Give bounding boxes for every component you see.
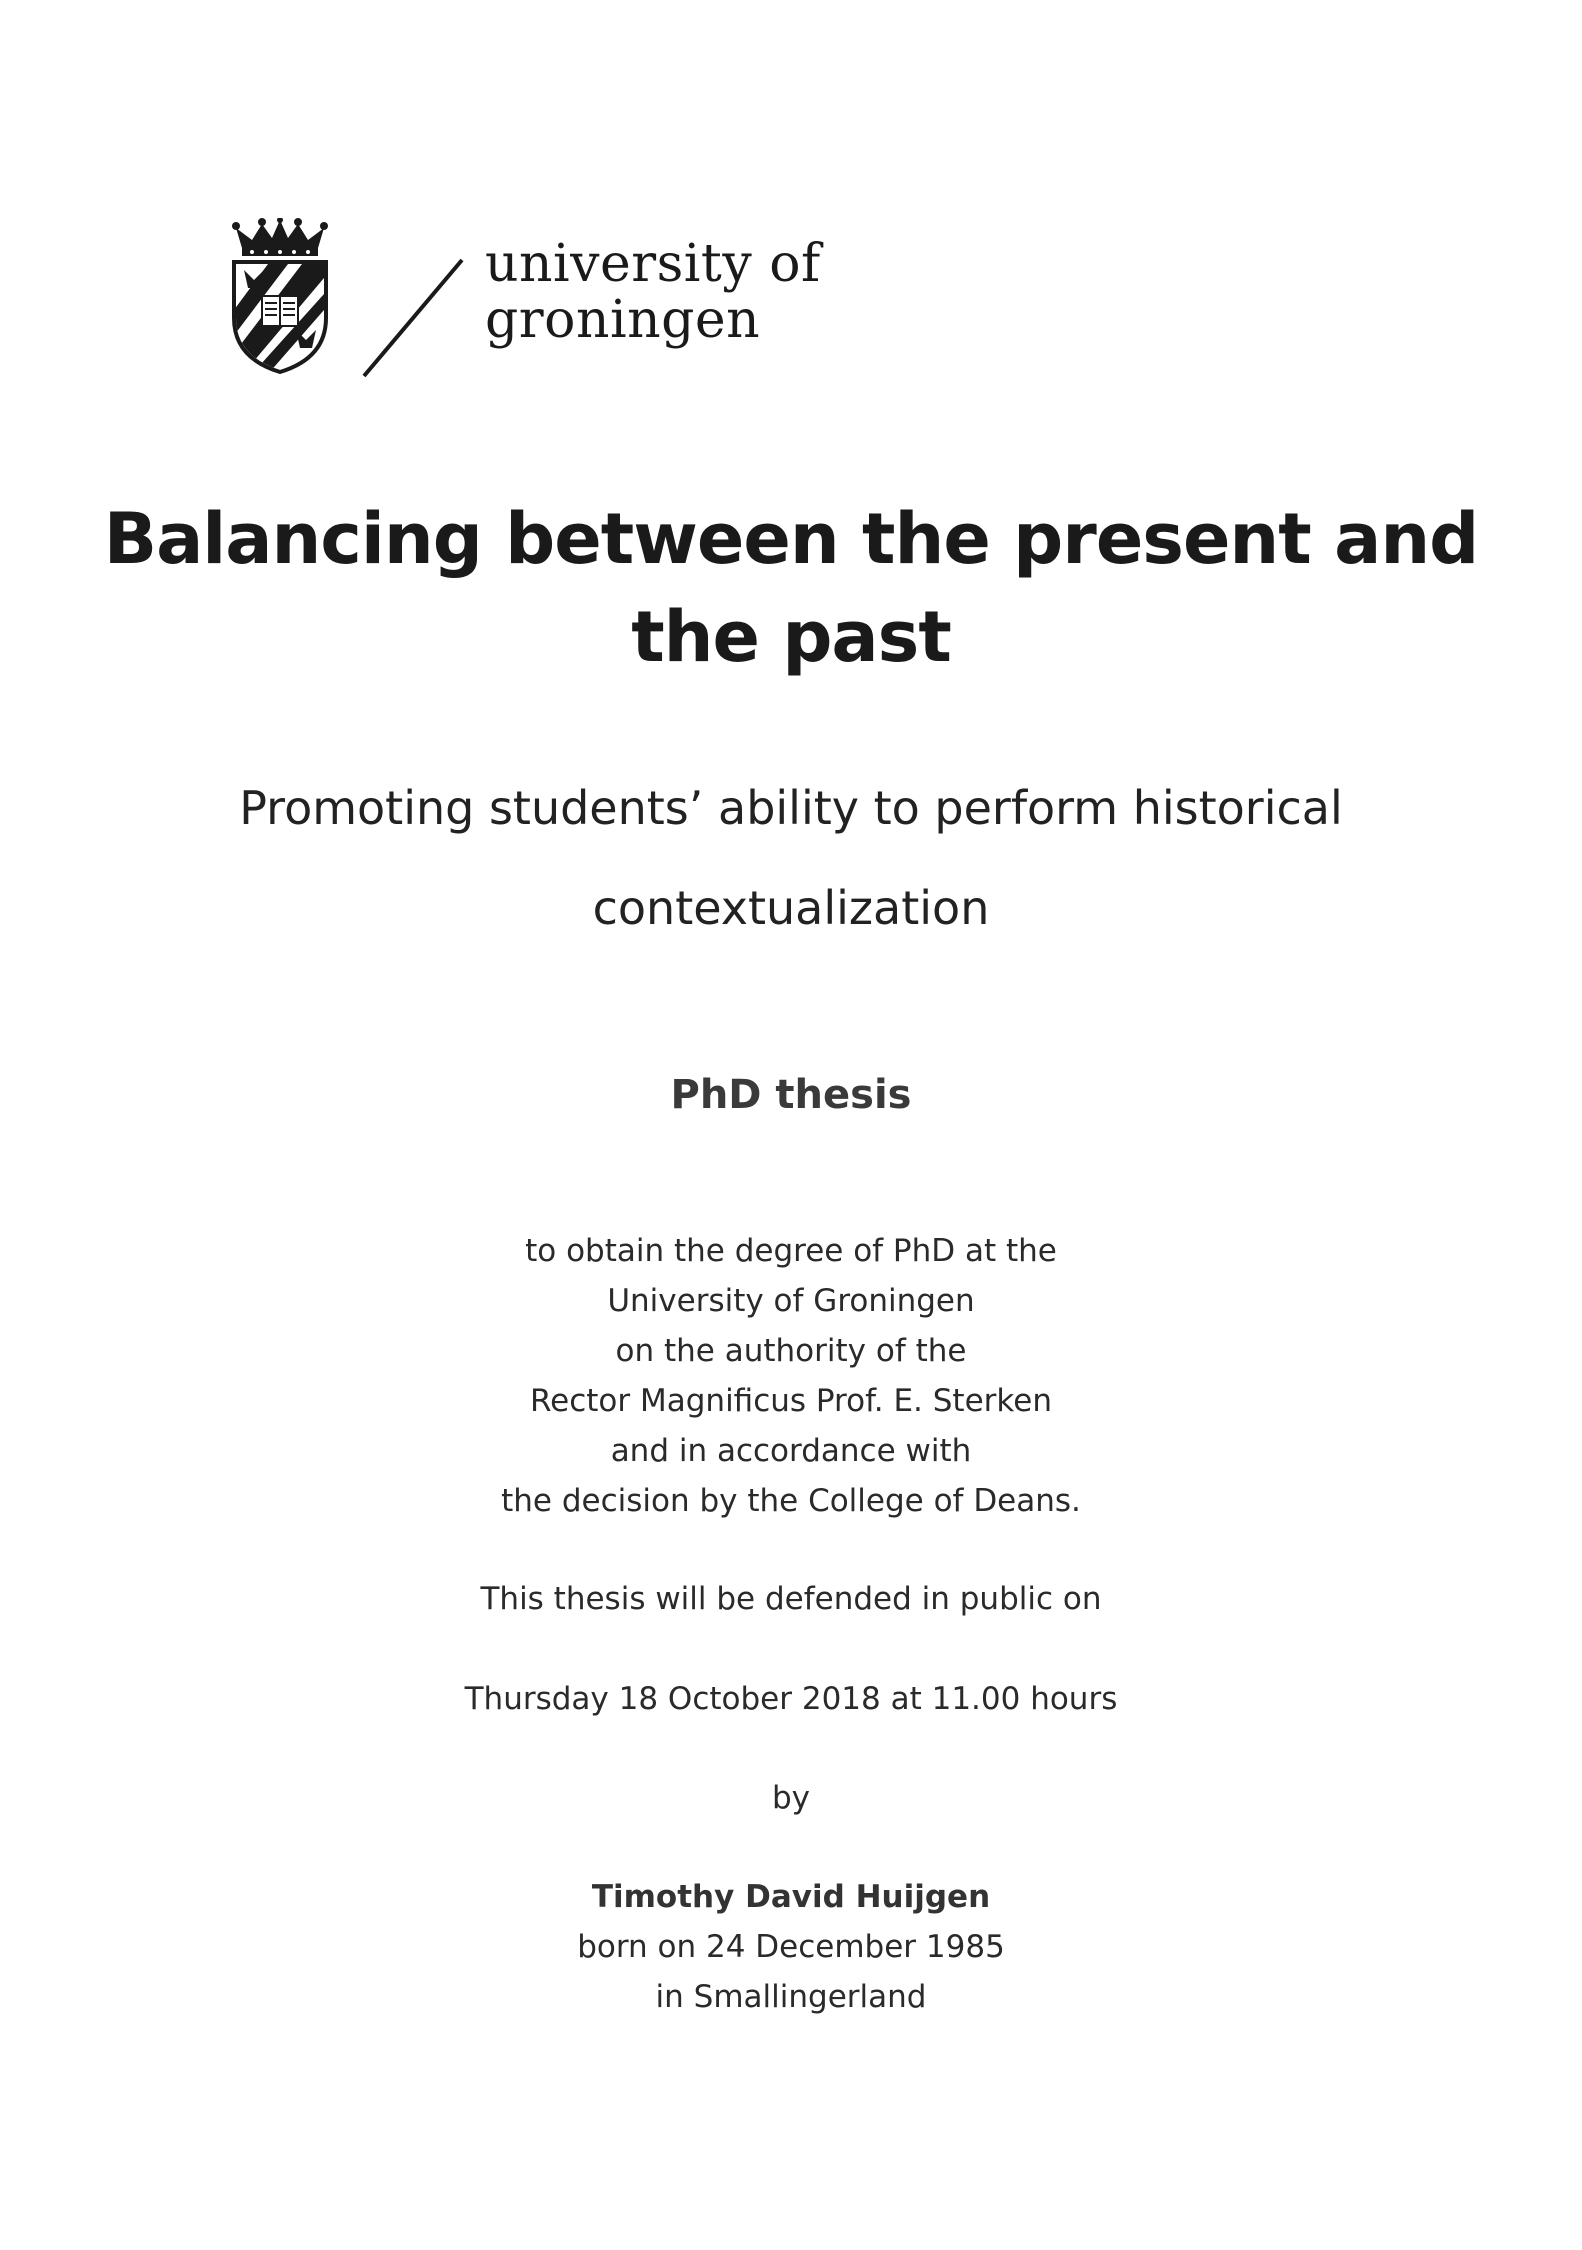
degree-statement (0, 1226, 1582, 1526)
degree-line: the decision by the College of Deans. (501, 1483, 1081, 1519)
thesis-title (0, 490, 1582, 686)
thesis-subtitle-line2: contextualization (592, 881, 990, 935)
degree-line: to obtain the degree of PhD at the (525, 1233, 1057, 1269)
degree-line: on the authority of the (615, 1333, 967, 1369)
thesis-subtitle-line1: Promoting students’ ability to perform historical (239, 781, 1343, 835)
degree-line: Rector Magnificus Prof. E. Sterken (530, 1383, 1052, 1419)
university-name-line2: groningen (485, 290, 761, 350)
university-name-line1: university of (485, 234, 821, 294)
author-birthplace: in Smallingerland (655, 1979, 927, 2015)
author-birthdate: born on 24 December 1985 (577, 1929, 1005, 1965)
author-block (0, 1872, 1582, 2022)
degree-line: and in accordance with (610, 1433, 972, 1469)
defense-date: Thursday 18 October 2018 at 11.00 hours (464, 1681, 1118, 1717)
university-logo (228, 218, 848, 378)
defense-intro: This thesis will be defended in public on (480, 1581, 1102, 1617)
university-name (485, 236, 821, 348)
degree-line: University of Groningen (607, 1283, 975, 1319)
divider-slash (358, 258, 468, 378)
thesis-title-line2: the past (631, 596, 951, 678)
document-kind: PhD thesis (670, 1072, 912, 1118)
thesis-title-line1: Balancing between the present and (103, 498, 1479, 580)
thesis-subtitle (0, 758, 1582, 958)
author-name: Timothy David Huijgen (591, 1879, 991, 1915)
by-label: by (771, 1780, 811, 1816)
university-crest-icon (228, 218, 332, 374)
